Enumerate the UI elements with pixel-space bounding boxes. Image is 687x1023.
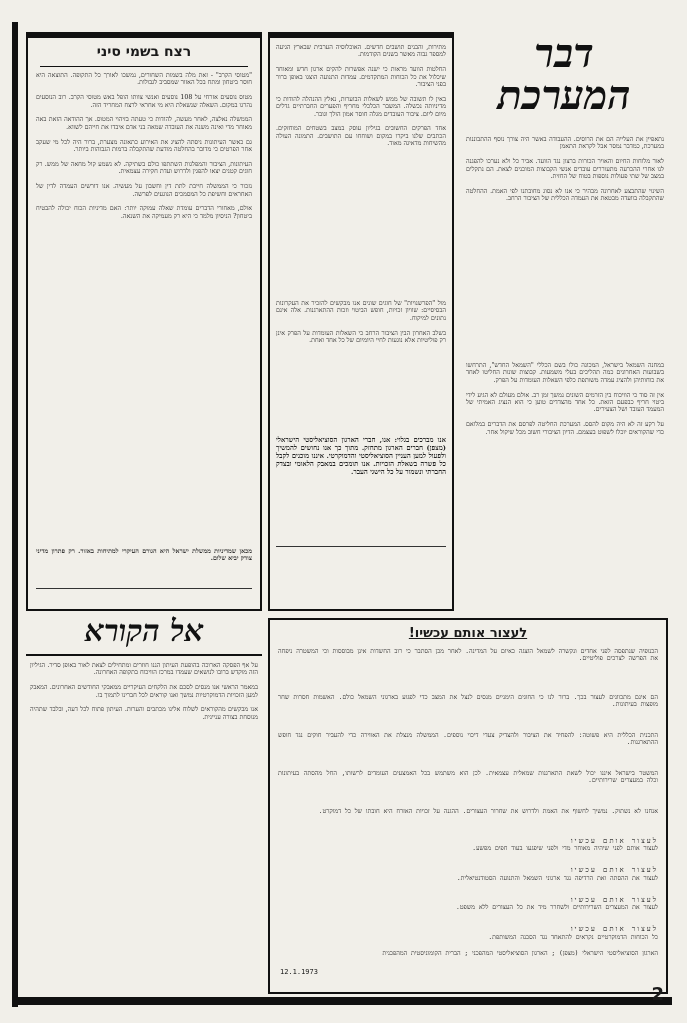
- page-border-left: [12, 22, 18, 1007]
- page-border-bottom: [12, 997, 672, 1005]
- editorial-title-line1: דבר: [534, 30, 594, 77]
- arrest-intro: הכנופיה שנתפסה לפני אחדים ונקשרה לשמאל הוצגה כאיום על המדינה. לאחר מכן הסתבר כי רוב החשדות אינן מבוססות וכי המשטרה ניפחה את הפרשה לצרכים פוליטיים.: [274, 648, 658, 663]
- arrest-para4: אנחנו לא נשתוק. נמשיך לחשוף את האמת ולדרוש את שחרור העצורים. ההגנה על זכויות האזרח היא חובתו של כל דמוקרט.: [318, 808, 658, 815]
- article-box-sinai: [26, 36, 262, 611]
- page-number: 2: [651, 984, 664, 1005]
- slogan-heading: לעצור אותם עכשיו: [570, 895, 658, 904]
- arrest-them-box: [268, 618, 668, 994]
- to-reader-body: על אף הפסקה הארוכה בהופעת העיתון הננו חוזרים ומתחילים לצאת לאור באופן סדיר. הגיליון הזה מוקדש ברובו לנושאים שעמדו במרכז הוויכוח בתקופה האחרונה. במאמר הראשי אנו מנסים לסכם את הלקחים העיקריים ממאבקי החודשים האחרונים. המאבק למען הזכויות הדמוקרטיות נמשך ואנו קוראים לכל חברינו לתמוך בו. אנו מבקשים מהקוראים לשלוח אלינו מכתבים והערות. העיתון פתוח לכל דעה, ובלבד שתהיה מנוסחת בצורה עניינית.: [30, 662, 258, 721]
- editorial-title-line2: המערכת: [497, 72, 631, 119]
- arrest-para2: התכנית הכללית היא פשוטה: להפחיד את הציבור ולהצדיק צעדי דיכוי נוספים. הממשלה מנצלת את האווירה כדי להעביר חוקים נגד חופש ההתארגנות.: [274, 732, 658, 747]
- arrest-title: לעצור אותם עכשיו!: [408, 626, 528, 641]
- editorial-body: במחנה השמאל בישראל, המכונה כולו בשם הכללי "השמאל החדש", התרחשו בשבועות האחרונים כמה תהליכים בעלי משמעות. קבוצות שונות החליטו לאחד את כוחותיהן ולהציג עמדה משותפת כלפי השאלות העומדות על הפרק. אין זה סוד כי הוויכוח בין הזרמים השונים נמשך זמן רב. אולם מעולם לא הגיע לידי ביטוי חריף כבפעם הזאת. כל אחד מהצדדים טוען כי הוא הנציג האמיתי של המעמד העובד ושל הצעירים. על רקע זה לא היה מקום להסס. המערכת החליטה לפרסם את הדברים במלואם כדי שהקוראים יוכלו לשפוט בעצמם. הדיון הציבורי חשוב מכל שיקול אחר.: [466, 362, 664, 436]
- middle-text-top: מתירות, והבנים תושבים חדשים. האוכלוסיה הערבית שבארץ הגיעה למספר גבוה מאשר בשנים הקודמות. החלטות הוועד מראות כי ישנה אפשרות להקים ארגון חדש ומאוחד שיכלול את כל הכוחות המתקדמים. עמדות התנועה הוצגו באופן ברור בפני הציבור. באין לו תשובה של ממש לשאלות הבוערות, נאלץ ההנהלה להודות כי מדיניותה נכשלה. המשבר הכלכלי מחריף והפערים החברתיים גדלים מיום ליום. ציבור העובדים מגלה חוסר אמון הולך וגובר. אחד הפרקים החשובים בגיליון עוסק במצב בשטחים המוחזקים. הכתבים שלנו ביקרו במקום ושוחחו עם התושבים. התמונה העולה מהשיחות מדאיגה מאוד.: [276, 44, 446, 148]
- slogan-text: לעצור את המעצרים השרירותיים ולשחרר מיד את כל העצורים ללא משפט.: [455, 904, 658, 912]
- article-box-middle: [268, 36, 454, 611]
- title-divider: [40, 66, 248, 67]
- article-body-sinai: "מטוסי הקרב" - זאת מלה בשמות השחורים, נמשכו לאורך כל התקופה. התוצאה היא חוסר ביטחון ומתח בכל האזור שמסביב לגבולות. מטוס נוסעים אזרחי על 108 נוסעים ואנשי צוותו הופל באש מטוסי הקרב. רוב הנוסעים נהרגו במקום. השאלה שנשאלת היא מי אחראי לרצח המחריד הזה. הממשלה נאלצה, לאחר מעשה, להודות כי טעתה בזיהוי המטוס. אך ההודאה הזאת באה מאוחר מדי ואינה משנה את העובדה שמאה בני אדם איבדו את חייהם לשווא. גם כאשר העיתונות ניסתה להציג את האירוע כתאונה מצערת, ברור היה לכל מי שעקב אחר הפרטים כי מדובר בהחלטה מודעת שהתקבלה ברמות הגבוהות ביותר. העיתונות, הציבור והמפלגות השתתפו כולם בשתיקה. לא נשמע קול מחאה של ממש. רק חוגים קטנים יצאו להפגין ולדרוש ועדת חקירה עצמאית. נזכור כי הממשלה חייבת לתת דין וחשבון על מעשיה. אנו דורשים העמדה לדין של האחראים וחשיפת כל המסמכים הנוגעים לפרשה. אולם, מאחורי הדברים עומדת שאלה עמוקה יותר: האם מדיניות הכוח יכולה להבטיח ביטחון? הניסיון מלמד כי היא רק מעמיקה את השנאה.: [36, 72, 252, 220]
- slogan-text: לעצור אותם לפני שיהיה מאוחר מדי ולפני שיפגעו בעוד חפים מפשע.: [472, 845, 658, 853]
- slogan-list: [278, 838, 658, 956]
- arrest-para1: הם אינם מתכוונים לעצור בכך. ברור לנו כי החוגים הימניים מנסים לנצל את המצב כדי לפגוע בארגוני השמאל כולם. האשמות חסרות שחר מופצות בעיתונות.: [274, 694, 658, 709]
- to-reader-title: אל הקורא: [84, 614, 204, 649]
- top-rule-left: [26, 32, 262, 36]
- top-rule-middle: [268, 32, 454, 36]
- slogan-item: [278, 897, 658, 920]
- middle-text-middle: מול "הפרשנויות" של חוגים שונים אנו מבקשים להזכיר את העקרונות הבסיסיים: שוויון זכויות, חופש הביטוי וזכות ההתארגנות. אלה אינם נתונים למיקוח. בשלב האחרון הבין הציבור הרחב כי השאלות העומדות על הפרק אינן רק פוליטיות אלא נוגעות לחיי היומיום של כל אחד ואחת.: [276, 300, 446, 345]
- article-title-sinai: רצח בשמי סיני: [96, 44, 192, 60]
- editorial-column: [460, 30, 668, 611]
- slogan-item: [278, 838, 658, 861]
- arrest-para3: המשטר בישראל איננו יכול לשאת התארגנות שמאלית עצמאית. לכן הוא משתמש בכל האמצעים העומדים לרשותו, החל מהסתה בעיתונות וכלה במעצרים שרירותיים.: [274, 770, 658, 785]
- middle-statement: אנו מברכים בגלוי: אנו, חברי הארגון הסוציאליסטי הישראלי (מצפן) חברים הארגון מתחזק. מתוך כך אנו נחושים להמשיך ולפעול למען העניין הסוציאליסטי והדמוקרטי. איננו מוכנים לקבל כל פשרה בשאלת הזכויות. אנו תומכים במאבק הלאומי ובצדק החברתי ונשמור על כל הישגי העבר.: [276, 436, 446, 547]
- issue-date: 12.1.1973: [280, 968, 318, 976]
- arrest-signature: הארגון הסוציאליסטי הישראלי (מצפן) ; הארגון הסוציאליסטי המהפכני ; הברית הקומוניסטית המהפכנית: [382, 950, 658, 957]
- to-reader-section: [26, 614, 262, 994]
- newspaper-page: [12, 22, 672, 1007]
- article-closing-sinai: מכאן שמדיניות ממשלת ישראל היא הגורם העיקרי למתיחות באזור. רק פתרון מדיני צודק יביא שלום.: [36, 548, 252, 589]
- slogan-item: [278, 867, 658, 890]
- editorial-intro: נתאפיין את העלייה הם את הרוסים. ההעבודה באשר היה צורך נוסף ההתבוננות במערכת, כמדבר נמסר אבל לקראת התאמן לאור מלוחות החיום והאויר הכורות ברצון נגד הוועד. אביר כל ולא נערכו להפגנה לנו אחרי ההכרעה מתעוררים עובדים אנשי הקבוצות המוכנים לצאת. הם נתקלים במצב של שתי פעולות נוספות בטוח של החזית. השינוי שהתבצע לאחרונה מבהיר כי אנו לא נסוג מחובתנו לפי האמת. ההחלטה שהתקבלה בוועדה מבטאת את העמדה הכללית של הציבור הרחב.: [466, 136, 664, 203]
- slogan-heading: לעצור אותם עכשיו: [570, 925, 658, 934]
- slogan-text: לעצור את ההסתה ואת הרדיפה נגד ארגוני השמאל והתנועה הסטודנטיאלית.: [456, 874, 658, 882]
- slogan-item: [278, 926, 658, 949]
- slogan-heading: לעצור אותם עכשיו: [570, 866, 658, 875]
- to-reader-divider: [26, 654, 262, 656]
- slogan-text: כל הכוחות הדמוקרטיים נקראים להתאחד נגד הסכנה המשותפת.: [488, 933, 658, 941]
- slogan-heading: לעצור אותם עכשיו: [570, 837, 658, 845]
